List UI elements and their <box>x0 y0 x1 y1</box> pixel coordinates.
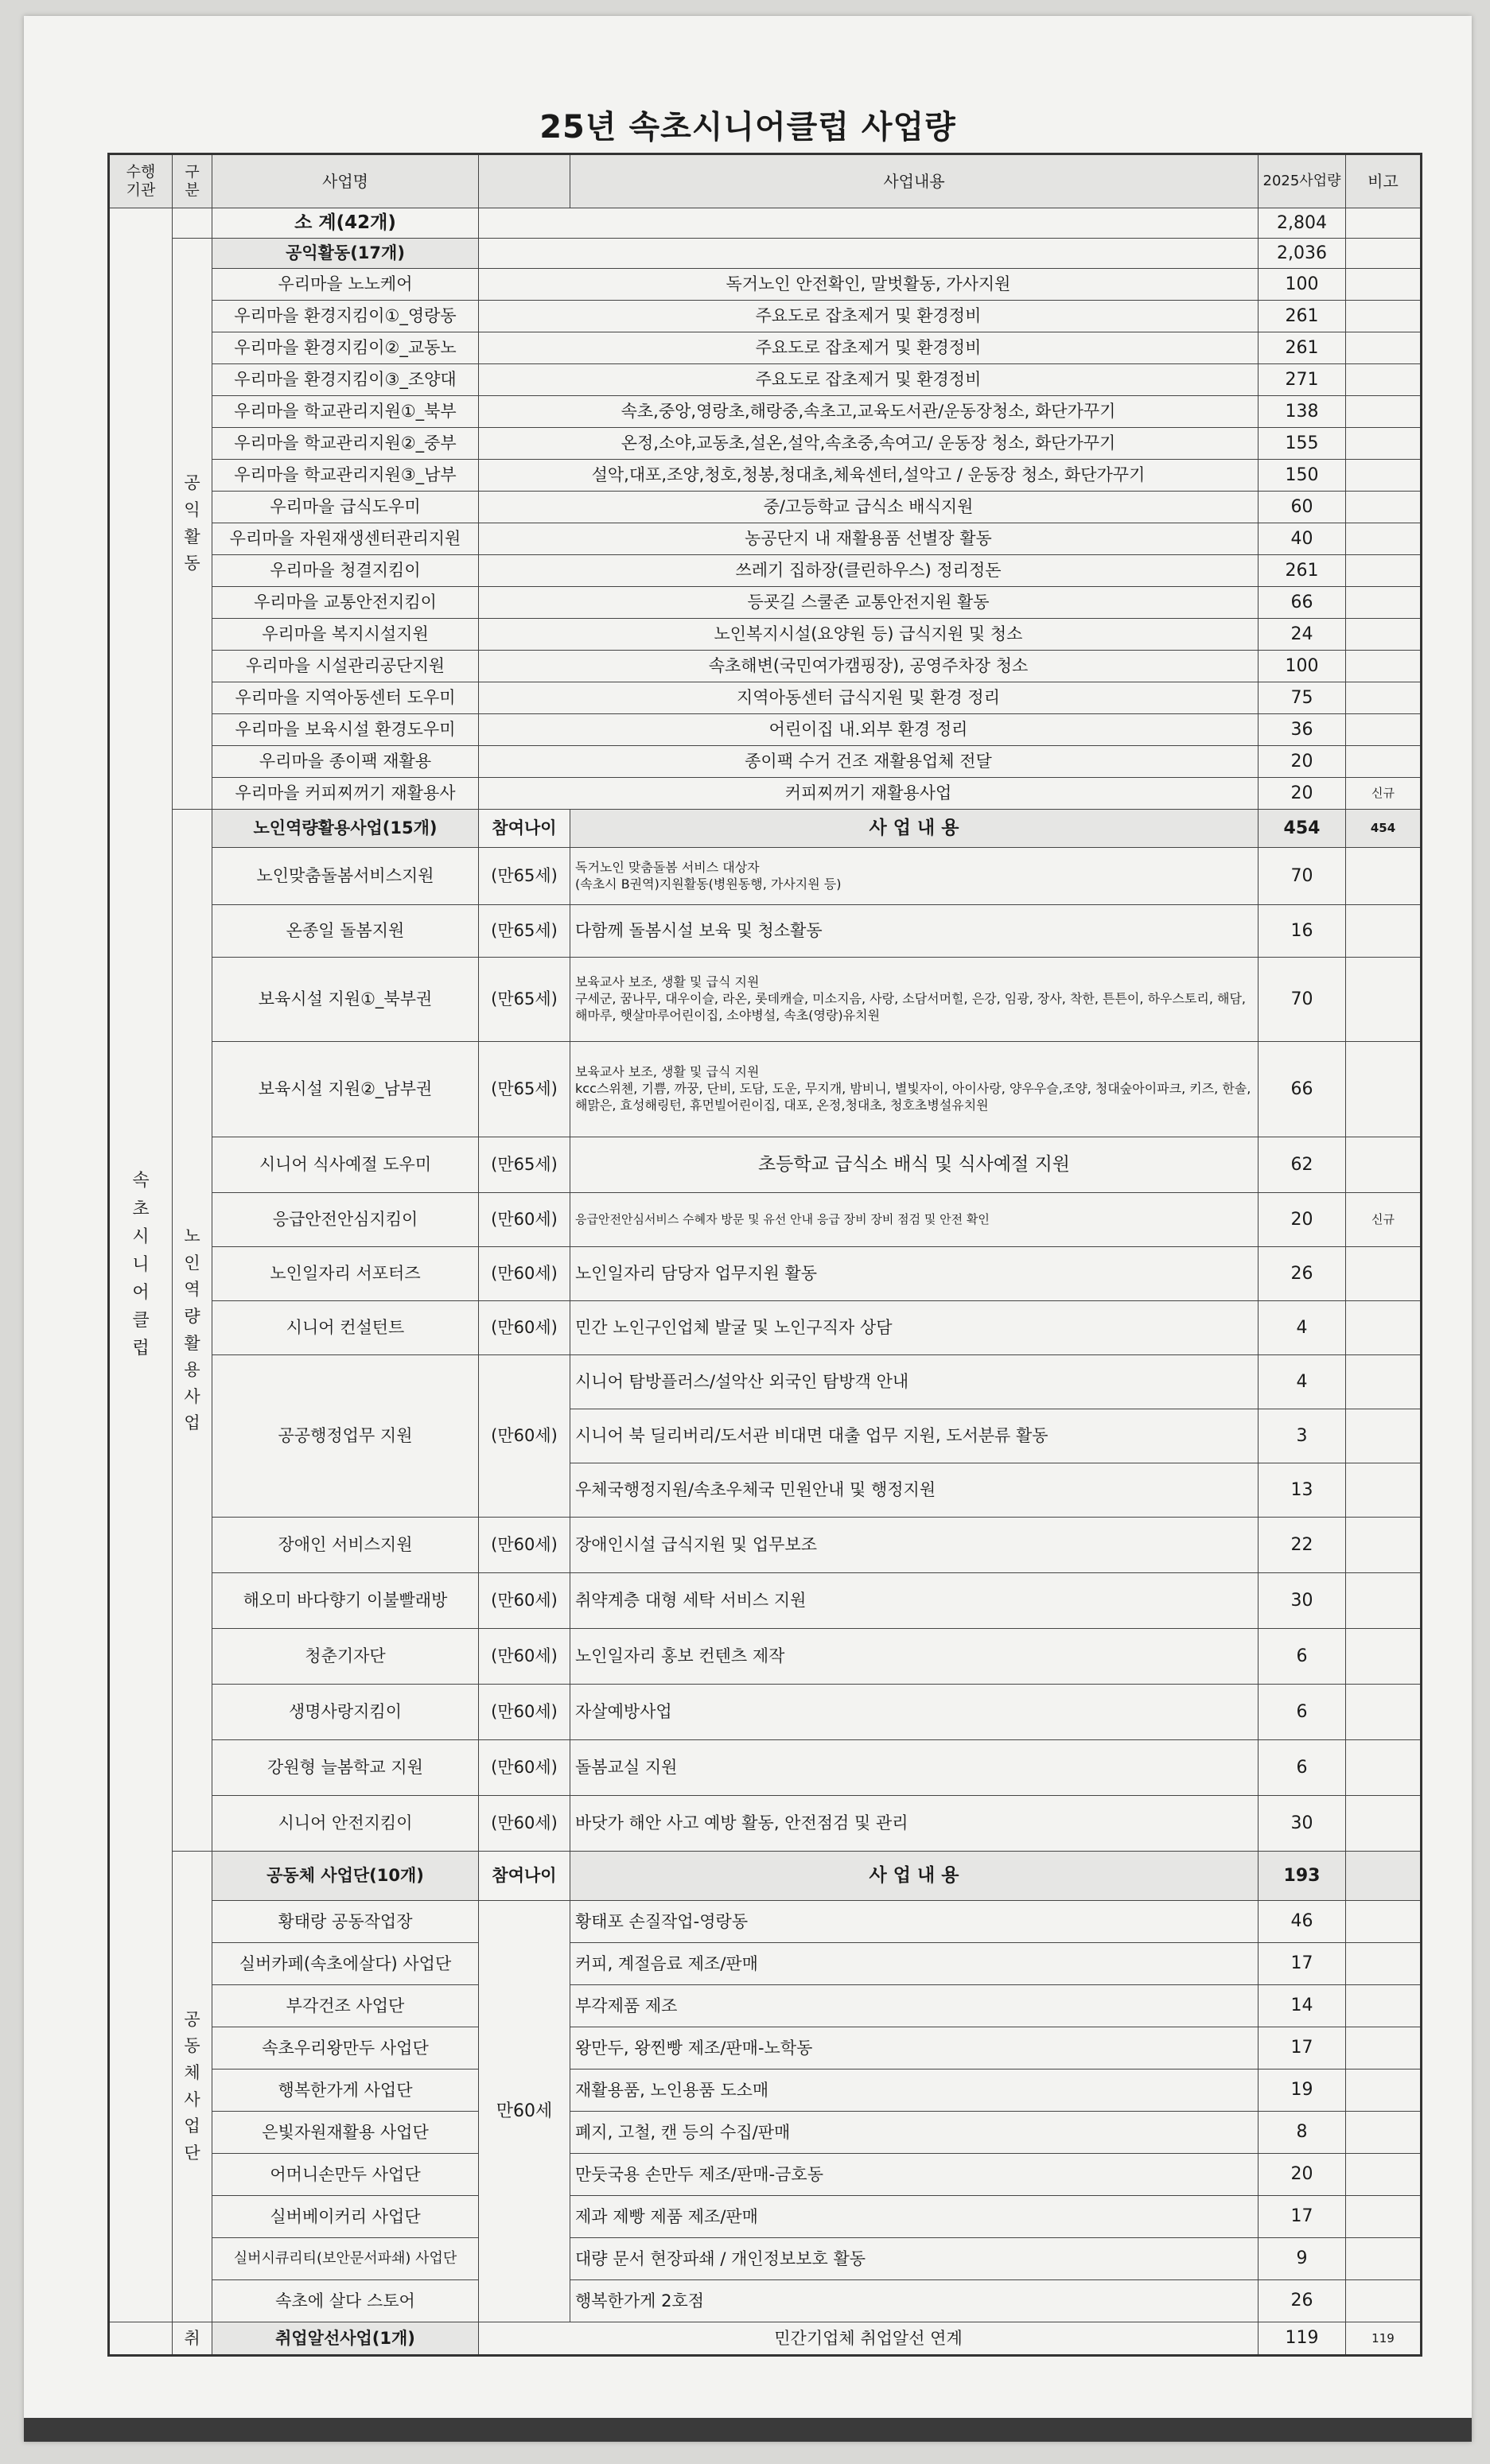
program-note <box>1346 619 1422 651</box>
program-age: (만60세) <box>479 1355 570 1518</box>
program-age: (만60세) <box>479 1629 570 1685</box>
capacity-row <box>109 1629 1422 1685</box>
community-age-header: 참여나이 <box>479 1852 570 1901</box>
program-note <box>1346 2196 1422 2238</box>
capacity-row <box>109 1573 1422 1629</box>
program-content: 대량 문서 현장파쇄 / 개인정보보호 활동 <box>570 2238 1259 2280</box>
program-content: 시니어 탐방플러스/설악산 외국인 탐방객 안내 <box>570 1355 1259 1409</box>
program-note <box>1346 1137 1422 1193</box>
capacity-row <box>109 1740 1422 1796</box>
program-note <box>1346 1247 1422 1301</box>
program-age: (만60세) <box>479 1740 570 1796</box>
capacity-row <box>109 1301 1422 1355</box>
program-qty: 6 <box>1259 1629 1346 1685</box>
program-note: 신규 <box>1346 1193 1422 1247</box>
program-name: 우리마을 급식도우미 <box>212 492 479 523</box>
program-name: 황태랑 공동작업장 <box>212 1901 479 1943</box>
program-qty: 14 <box>1259 1985 1346 2027</box>
community-row <box>109 2070 1422 2112</box>
program-note <box>1346 958 1422 1042</box>
community-row <box>109 2112 1422 2154</box>
program-qty: 30 <box>1259 1573 1346 1629</box>
public-row <box>109 428 1422 460</box>
program-qty: 70 <box>1259 958 1346 1042</box>
program-qty: 30 <box>1259 1796 1346 1852</box>
program-qty: 6 <box>1259 1740 1346 1796</box>
capacity-row <box>109 1518 1422 1573</box>
public-row <box>109 332 1422 364</box>
program-name: 우리마을 청결지킴이 <box>212 555 479 587</box>
program-note <box>1346 2070 1422 2112</box>
community-row <box>109 2238 1422 2280</box>
program-qty: 16 <box>1259 905 1346 958</box>
program-age: (만60세) <box>479 1518 570 1573</box>
program-qty: 17 <box>1259 2027 1346 2070</box>
capacity-subtotal-row <box>109 810 1422 848</box>
public-row <box>109 619 1422 651</box>
capacity-row <box>109 1247 1422 1301</box>
program-age: (만65세) <box>479 958 570 1042</box>
program-qty: 66 <box>1259 1042 1346 1137</box>
capacity-row <box>109 1042 1422 1137</box>
program-qty: 17 <box>1259 2196 1346 2238</box>
program-name: 공공행정업무 지원 <box>212 1355 479 1518</box>
program-note <box>1346 460 1422 492</box>
program-age: (만60세) <box>479 1247 570 1301</box>
program-qty: 26 <box>1259 2280 1346 2322</box>
community-label: 공동체 사업단(10개) <box>212 1852 479 1901</box>
program-content: 우체국행정지원/속초우체국 민원안내 및 행정지원 <box>570 1463 1259 1518</box>
program-name: 우리마을 지역아동센터 도우미 <box>212 682 479 714</box>
program-name: 우리마을 학교관리지원②_중부 <box>212 428 479 460</box>
program-qty: 100 <box>1259 269 1346 301</box>
program-content: 만둣국용 손만두 제조/판매-금호동 <box>570 2154 1259 2196</box>
header-content: 사업내용 <box>570 154 1259 208</box>
capacity-row <box>109 1685 1422 1740</box>
program-age: (만60세) <box>479 1685 570 1740</box>
public-note <box>1346 239 1422 269</box>
program-qty: 20 <box>1259 2154 1346 2196</box>
program-note <box>1346 2154 1422 2196</box>
program-name: 우리마을 보육시설 환경도우미 <box>212 714 479 746</box>
program-note <box>1346 1985 1422 2027</box>
program-content: 설악,대포,조양,청호,청봉,청대초,체육센터,설악고 / 운동장 청소, 화단가꾸기 <box>479 460 1259 492</box>
program-qty: 138 <box>1259 396 1346 428</box>
program-content: 제과 제빵 제품 제조/판매 <box>570 2196 1259 2238</box>
community-row <box>109 1985 1422 2027</box>
program-content: 응급안전안심서비스 수혜자 방문 및 유선 안내 응급 장비 장비 점검 및 안전 확인 <box>570 1193 1259 1247</box>
employment-row <box>109 2322 1422 2356</box>
program-name: 행복한가게 사업단 <box>212 2070 479 2112</box>
program-qty: 22 <box>1259 1518 1346 1573</box>
program-note <box>1346 1901 1422 1943</box>
program-content: 농공단지 내 재활용품 선별장 활동 <box>479 523 1259 555</box>
community-age: 만60세 <box>479 1901 570 2322</box>
program-content: 행복한가게 2호점 <box>570 2280 1259 2322</box>
community-category: 공 동 체 사 업 단 <box>173 1852 212 2322</box>
program-name: 우리마을 종이팩 재활용 <box>212 746 479 778</box>
program-qty: 20 <box>1259 1193 1346 1247</box>
program-name: 우리마을 환경지킴이②_교동노 <box>212 332 479 364</box>
program-name: 청춘기자단 <box>212 1629 479 1685</box>
program-content: 돌봄교실 지원 <box>570 1740 1259 1796</box>
capacity-row <box>109 848 1422 905</box>
capacity-row <box>109 958 1422 1042</box>
program-qty: 20 <box>1259 746 1346 778</box>
program-note <box>1346 1301 1422 1355</box>
capacity-category: 노 인 역 량 활 용 사 업 <box>173 810 212 1852</box>
program-name: 응급안전안심지킴이 <box>212 1193 479 1247</box>
public-row <box>109 301 1422 332</box>
program-name: 실버베이커리 사업단 <box>212 2196 479 2238</box>
program-age: (만60세) <box>479 1301 570 1355</box>
program-content: 종이팩 수거 건조 재활용업체 전달 <box>479 746 1259 778</box>
program-name: 우리마을 노노케어 <box>212 269 479 301</box>
public-row <box>109 460 1422 492</box>
program-note <box>1346 2112 1422 2154</box>
capacity-row <box>109 1193 1422 1247</box>
program-name: 실버카페(속초에살다) 사업단 <box>212 1943 479 1985</box>
program-name: 우리마을 교통안전지킴이 <box>212 587 479 619</box>
program-qty: 62 <box>1259 1137 1346 1193</box>
program-name: 우리마을 학교관리지원③_남부 <box>212 460 479 492</box>
program-note <box>1346 714 1422 746</box>
program-content: 커피찌꺼기 재활용사업 <box>479 778 1259 810</box>
program-qty: 4 <box>1259 1355 1346 1409</box>
community-note <box>1346 1852 1422 1901</box>
program-qty: 19 <box>1259 2070 1346 2112</box>
program-qty: 75 <box>1259 682 1346 714</box>
program-content: 민간 노인구인업체 발굴 및 노인구직자 상담 <box>570 1301 1259 1355</box>
program-note <box>1346 428 1422 460</box>
community-row <box>109 2196 1422 2238</box>
program-qty: 17 <box>1259 1943 1346 1985</box>
program-qty: 261 <box>1259 301 1346 332</box>
employment-org <box>109 2322 173 2356</box>
program-name: 우리마을 커피찌꺼기 재활용사 <box>212 778 479 810</box>
program-content: 커피, 계절음료 제조/판매 <box>570 1943 1259 1985</box>
program-content: 노인복지시설(요양원 등) 급식지원 및 청소 <box>479 619 1259 651</box>
public-blank <box>479 239 1259 269</box>
program-qty: 261 <box>1259 332 1346 364</box>
program-name: 시니어 컨설턴트 <box>212 1301 479 1355</box>
program-note <box>1346 905 1422 958</box>
program-qty: 66 <box>1259 587 1346 619</box>
program-qty: 271 <box>1259 364 1346 396</box>
program-note <box>1346 555 1422 587</box>
program-name: 우리마을 복지시설지원 <box>212 619 479 651</box>
program-qty: 46 <box>1259 1901 1346 1943</box>
program-note <box>1346 1740 1422 1796</box>
header-blank <box>479 154 570 208</box>
program-qty: 24 <box>1259 619 1346 651</box>
program-content: 부각제품 제조 <box>570 1985 1259 2027</box>
program-name: 노인일자리 서포터즈 <box>212 1247 479 1301</box>
program-content: 다함께 돌봄시설 보육 및 청소활동 <box>570 905 1259 958</box>
public-row <box>109 587 1422 619</box>
program-name: 어머니손만두 사업단 <box>212 2154 479 2196</box>
program-name: 우리마을 환경지킴이①_영랑동 <box>212 301 479 332</box>
program-content: 폐지, 고철, 캔 등의 수집/판매 <box>570 2112 1259 2154</box>
program-content: 지역아동센터 급식지원 및 환경 정리 <box>479 682 1259 714</box>
program-content: 취약계층 대형 세탁 서비스 지원 <box>570 1573 1259 1629</box>
capacity-qty: 454 <box>1259 810 1346 848</box>
public-row <box>109 651 1422 682</box>
program-name: 실버시큐리티(보안문서파쇄) 사업단 <box>212 2238 479 2280</box>
program-name: 부각건조 사업단 <box>212 1985 479 2027</box>
program-note <box>1346 1518 1422 1573</box>
summary-label: 소 계(42개) <box>212 208 479 239</box>
public-row <box>109 682 1422 714</box>
public-qty: 2,036 <box>1259 239 1346 269</box>
employment-label: 취업알선사업(1개) <box>212 2322 479 2356</box>
capacity-age-header: 참여나이 <box>479 810 570 848</box>
program-name: 온종일 돌봄지원 <box>212 905 479 958</box>
program-content: 장애인시설 급식지원 및 업무보조 <box>570 1518 1259 1573</box>
summary-blank <box>479 208 1259 239</box>
program-note <box>1346 1943 1422 1985</box>
summary-qty: 2,804 <box>1259 208 1346 239</box>
program-qty: 70 <box>1259 848 1346 905</box>
program-note <box>1346 492 1422 523</box>
program-content: 독거노인 맞춤돌봄 서비스 대상자 (속초시 B권역)지원활동(병원동행, 가사지원 등) <box>570 848 1259 905</box>
program-content: 자살예방사업 <box>570 1685 1259 1740</box>
program-content: 보육교사 보조, 생활 및 급식 지원 kcc스위첸, 기쁨, 까꿍, 단비, 도담, 도운, 무지개, 밤비니, 별빛자이, 아이사랑, 양우우슬,조양, 청대숲아이파크, 키즈, 한솔,해맑은, 효성해링턴, 휴먼빌어린이집, 대포, 온정,청대초, 청호초병설유치원 <box>570 1042 1259 1137</box>
program-qty: 150 <box>1259 460 1346 492</box>
program-name: 속초에 살다 스토어 <box>212 2280 479 2322</box>
program-note <box>1346 1685 1422 1740</box>
program-name: 우리마을 자원재생센터관리지원 <box>212 523 479 555</box>
program-name: 은빛자원재활용 사업단 <box>212 2112 479 2154</box>
program-name: 해오미 바다향기 이불빨래방 <box>212 1573 479 1629</box>
program-content: 왕만두, 왕찐빵 제조/판매-노학동 <box>570 2027 1259 2070</box>
header-org: 수행 기관 <box>109 154 173 208</box>
program-age: (만65세) <box>479 1042 570 1137</box>
program-qty: 155 <box>1259 428 1346 460</box>
program-name: 장애인 서비스지원 <box>212 1518 479 1573</box>
capacity-row <box>109 905 1422 958</box>
public-row <box>109 746 1422 778</box>
program-content: 속초,중앙,영랑초,해랑중,속초고,교육도서관/운동장청소, 화단가꾸기 <box>479 396 1259 428</box>
program-age: (만65세) <box>479 848 570 905</box>
program-qty: 6 <box>1259 1685 1346 1740</box>
program-content: 시니어 북 딜리버리/도서관 비대면 대출 업무 지원, 도서분류 활동 <box>570 1409 1259 1463</box>
program-age: (만60세) <box>479 1796 570 1852</box>
program-name: 생명사랑지킴이 <box>212 1685 479 1740</box>
program-note <box>1346 2238 1422 2280</box>
public-category: 공 익 활 동 <box>173 239 212 810</box>
community-row <box>109 2154 1422 2196</box>
program-content: 바닷가 해안 사고 예방 활동, 안전점검 및 관리 <box>570 1796 1259 1852</box>
community-row <box>109 1943 1422 1985</box>
summary-cat-spacer <box>173 208 212 239</box>
program-note <box>1346 1463 1422 1518</box>
program-age: (만65세) <box>479 905 570 958</box>
program-name: 보육시설 지원①_북부권 <box>212 958 479 1042</box>
capacity-row <box>109 1796 1422 1852</box>
program-content: 초등학교 급식소 배식 및 식사예절 지원 <box>570 1137 1259 1193</box>
program-content: 속초해변(국민여가캠핑장), 공영주차장 청소 <box>479 651 1259 682</box>
program-note <box>1346 1355 1422 1409</box>
program-age: (만65세) <box>479 1137 570 1193</box>
program-qty: 3 <box>1259 1409 1346 1463</box>
summary-row <box>109 208 1422 239</box>
program-qty: 4 <box>1259 1301 1346 1355</box>
summary-note <box>1346 208 1422 239</box>
public-row <box>109 396 1422 428</box>
program-name: 우리마을 학교관리지원①_북부 <box>212 396 479 428</box>
capacity-row <box>109 1355 1422 1409</box>
header-row <box>109 154 1422 208</box>
community-row <box>109 2027 1422 2070</box>
public-label: 공익활동(17개) <box>212 239 479 269</box>
capacity-row <box>109 1137 1422 1193</box>
program-note <box>1346 396 1422 428</box>
public-row <box>109 555 1422 587</box>
program-note <box>1346 2280 1422 2322</box>
program-note <box>1346 1629 1422 1685</box>
page-title: 25년 속초시니어클럽 사업량 <box>539 109 956 146</box>
program-content: 노인일자리 홍보 컨텐츠 제작 <box>570 1629 1259 1685</box>
program-note <box>1346 301 1422 332</box>
program-name: 우리마을 시설관리공단지원 <box>212 651 479 682</box>
employment-qty: 119 <box>1259 2322 1346 2356</box>
capacity-label: 노인역량활용사업(15개) <box>212 810 479 848</box>
program-note: 신규 <box>1346 778 1422 810</box>
program-name: 노인맞춤돌봄서비스지원 <box>212 848 479 905</box>
community-subtotal-row <box>109 1852 1422 1901</box>
program-note <box>1346 1042 1422 1137</box>
community-content-header: 사 업 내 용 <box>570 1852 1259 1901</box>
program-content: 등굣길 스쿨존 교통안전지원 활동 <box>479 587 1259 619</box>
program-age: (만60세) <box>479 1193 570 1247</box>
program-content: 독거노인 안전확인, 말벗활동, 가사지원 <box>479 269 1259 301</box>
program-name: 강원형 늘봄학교 지원 <box>212 1740 479 1796</box>
program-content: 황태포 손질작업-영랑동 <box>570 1901 1259 1943</box>
program-qty: 26 <box>1259 1247 1346 1301</box>
program-note <box>1346 269 1422 301</box>
public-subtotal-row <box>109 239 1422 269</box>
employment-category: 취 <box>173 2322 212 2356</box>
program-age: (만60세) <box>479 1573 570 1629</box>
public-row <box>109 714 1422 746</box>
program-content: 주요도로 잡초제거 및 환경정비 <box>479 332 1259 364</box>
program-qty: 261 <box>1259 555 1346 587</box>
capacity-content-header: 사 업 내 용 <box>570 810 1259 848</box>
program-note <box>1346 848 1422 905</box>
public-row <box>109 523 1422 555</box>
program-note <box>1346 364 1422 396</box>
org-name: 속 초 시 니 어 클 럽 <box>109 208 173 2322</box>
public-row <box>109 269 1422 301</box>
program-content: 중/고등학교 급식소 배식지원 <box>479 492 1259 523</box>
program-note <box>1346 1573 1422 1629</box>
program-content: 온정,소야,교동초,설온,설악,속초중,속여고/ 운동장 청소, 화단가꾸기 <box>479 428 1259 460</box>
program-name: 보육시설 지원②_남부권 <box>212 1042 479 1137</box>
program-name: 속초우리왕만두 사업단 <box>212 2027 479 2070</box>
public-row <box>109 778 1422 810</box>
public-row <box>109 364 1422 396</box>
header-qty: 2025사업량 <box>1259 154 1346 208</box>
program-name: 우리마을 환경지킴이③_조양대 <box>212 364 479 396</box>
capacity-note: 454 <box>1346 810 1422 848</box>
public-row <box>109 492 1422 523</box>
program-name: 시니어 식사예절 도우미 <box>212 1137 479 1193</box>
program-note <box>1346 332 1422 364</box>
program-qty: 13 <box>1259 1463 1346 1518</box>
program-content: 주요도로 잡초제거 및 환경정비 <box>479 301 1259 332</box>
program-qty: 9 <box>1259 2238 1346 2280</box>
program-content: 어린이집 내.외부 환경 정리 <box>479 714 1259 746</box>
program-note <box>1346 682 1422 714</box>
program-note <box>1346 2027 1422 2070</box>
program-content: 재활용품, 노인용품 도소매 <box>570 2070 1259 2112</box>
program-table <box>107 153 1422 2357</box>
program-content: 보육교사 보조, 생활 및 급식 지원 구세군, 꿈나무, 대우이슬, 라온, 롯데캐슬, 미소지음, 사랑, 소담서머힐, 은강, 임광, 장사, 착한, 튼튼이, 하우스토리, 해담, 해마루, 햇살마루어린이집, 소야병설, 속초(영랑)유치원 <box>570 958 1259 1042</box>
employment-content: 민간기업체 취업알선 연계 <box>479 2322 1259 2356</box>
program-note <box>1346 746 1422 778</box>
header-name: 사업명 <box>212 154 479 208</box>
community-row <box>109 2280 1422 2322</box>
program-qty: 36 <box>1259 714 1346 746</box>
program-qty: 60 <box>1259 492 1346 523</box>
community-qty: 193 <box>1259 1852 1346 1901</box>
employment-note: 119 <box>1346 2322 1422 2356</box>
program-name: 시니어 안전지킴이 <box>212 1796 479 1852</box>
program-note <box>1346 651 1422 682</box>
table-body <box>109 154 1422 2356</box>
program-qty: 8 <box>1259 2112 1346 2154</box>
header-cat: 구 분 <box>173 154 212 208</box>
document-page <box>24 16 1472 2442</box>
program-note <box>1346 1796 1422 1852</box>
bottom-edge <box>24 2418 1472 2442</box>
program-content: 주요도로 잡초제거 및 환경정비 <box>479 364 1259 396</box>
program-note <box>1346 587 1422 619</box>
program-note <box>1346 1409 1422 1463</box>
program-note <box>1346 523 1422 555</box>
program-content: 쓰레기 집하장(클린하우스) 정리정돈 <box>479 555 1259 587</box>
program-content: 노인일자리 담당자 업무지원 활동 <box>570 1247 1259 1301</box>
community-row <box>109 1901 1422 1943</box>
program-qty: 100 <box>1259 651 1346 682</box>
program-qty: 40 <box>1259 523 1346 555</box>
program-qty: 20 <box>1259 778 1346 810</box>
header-note: 비고 <box>1346 154 1422 208</box>
